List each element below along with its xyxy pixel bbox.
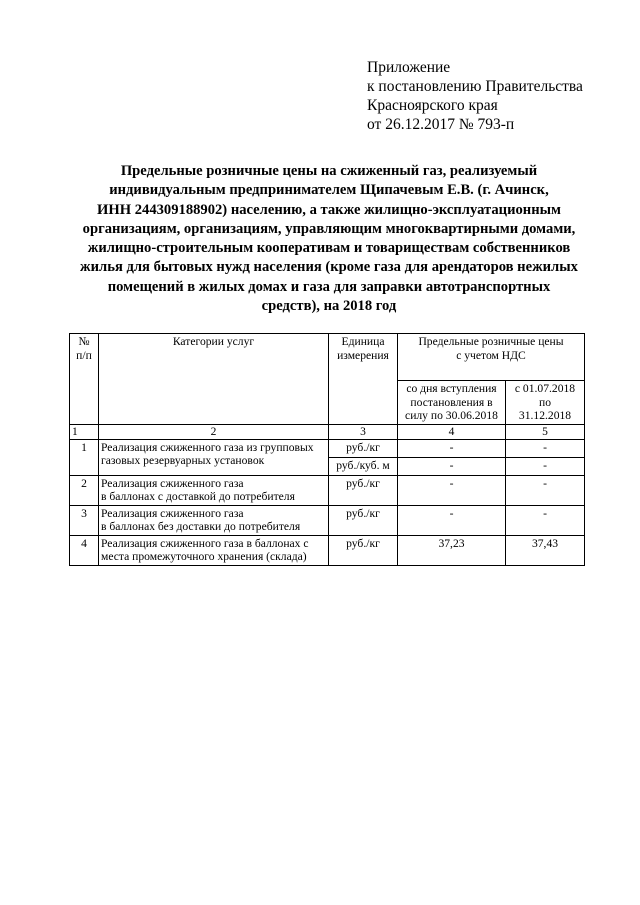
header-num-line: №: [78, 335, 90, 348]
table-row: [70, 535, 585, 565]
column-number: 3: [329, 424, 398, 439]
header-period-line: постановления в: [410, 395, 493, 409]
row-price-2: 37,43: [506, 535, 585, 565]
row-unit: руб./кг: [329, 439, 398, 457]
row-price-1: -: [398, 457, 506, 475]
row-num: 3: [70, 505, 99, 535]
row-price-1: -: [398, 505, 506, 535]
title-line: помещений в жилых домах и газа для заправки автотранспортных: [107, 278, 551, 295]
row-num: 1: [70, 439, 99, 475]
appendix-line: Приложение: [367, 59, 451, 76]
table-row: [70, 439, 585, 457]
header-period-line: 31.12.2018: [518, 409, 572, 422]
table-row: [70, 505, 585, 535]
title-line: Предельные розничные цены на сжиженный газ, реализуемый: [120, 163, 538, 179]
price-table: [69, 333, 585, 566]
column-number: 4: [398, 424, 506, 439]
row-unit: руб./куб. м: [329, 457, 398, 475]
header-period-1: [398, 381, 506, 425]
title-line: ИНН 244309188902) населению, а также жилищно-эксплуатационным: [97, 201, 561, 218]
row-unit: руб./кг: [329, 505, 398, 535]
row-category-line: газовых резервуарных установок: [101, 454, 265, 467]
row-price-2: -: [506, 439, 585, 457]
header-row: [70, 334, 585, 381]
header-prices-line: с учетом НДС: [456, 348, 526, 362]
row-category: [99, 439, 329, 475]
column-number: 5: [506, 424, 585, 439]
row-price-2: -: [506, 475, 585, 505]
title-line: жилищно-строительным кооперативам и товариществам собственников: [87, 240, 571, 257]
header-prices-line: Предельные розничные цены: [418, 335, 564, 348]
column-number: 2: [99, 424, 329, 439]
row-price-2: -: [506, 505, 585, 535]
row-category-line: места промежуточного хранения (склада): [101, 550, 307, 563]
header-period-2: [506, 381, 585, 425]
appendix-line: Красноярского края: [367, 97, 498, 114]
header-category: Категории услуг: [99, 334, 329, 425]
row-category-line: Реализация сжиженного газа в баллонах с: [101, 536, 309, 550]
appendix-line: к постановлению Правительства: [367, 78, 583, 95]
row-unit: руб./кг: [329, 475, 398, 505]
row-price-1: 37,23: [398, 535, 506, 565]
row-price-1: -: [398, 439, 506, 457]
title-line: жилья для бытовых нужд населения (кроме газа для арендаторов нежилых: [80, 259, 578, 276]
row-num: 2: [70, 475, 99, 505]
document-title: [80, 162, 578, 316]
title-line: индивидуальным предпринимателем Щипачевым Е.В. (г. Ачинск,: [109, 182, 549, 199]
appendix-block: [367, 58, 583, 134]
header-prices: [398, 334, 585, 381]
header-unit: [329, 334, 398, 425]
header-period-line: с 01.07.2018 по: [514, 382, 576, 409]
row-unit: руб./кг: [329, 535, 398, 565]
row-price-2: -: [506, 457, 585, 475]
row-category-line: Реализация сжиженного газа: [101, 476, 244, 490]
header-num: [70, 334, 99, 425]
row-category: [99, 475, 329, 505]
header-period-line: со дня вступления: [406, 382, 497, 395]
header-unit-line: измерения: [337, 348, 389, 362]
header-num-line: п/п: [76, 348, 92, 362]
row-category: [99, 535, 329, 565]
row-category-line: в баллонах с доставкой до потребителя: [101, 490, 295, 503]
column-number-row: [70, 424, 585, 439]
title-line: средств), на 2018 год: [261, 298, 397, 315]
appendix-line: от 26.12.2017 № 793-п: [367, 116, 515, 133]
table-row: [70, 475, 585, 505]
column-number: 1: [70, 424, 99, 439]
row-category-line: Реализация сжиженного газа из групповых: [101, 440, 314, 454]
row-price-1: -: [398, 475, 506, 505]
header-period-line: силу по 30.06.2018: [405, 409, 498, 422]
row-category-line: Реализация сжиженного газа: [101, 506, 244, 520]
row-category-line: в баллонах без доставки до потребителя: [101, 520, 301, 533]
title-line: организациям, организациям, управляющим многоквартирными домами,: [82, 220, 576, 237]
row-num: 4: [70, 535, 99, 565]
row-category: [99, 505, 329, 535]
header-unit-line: Единица: [341, 335, 385, 348]
